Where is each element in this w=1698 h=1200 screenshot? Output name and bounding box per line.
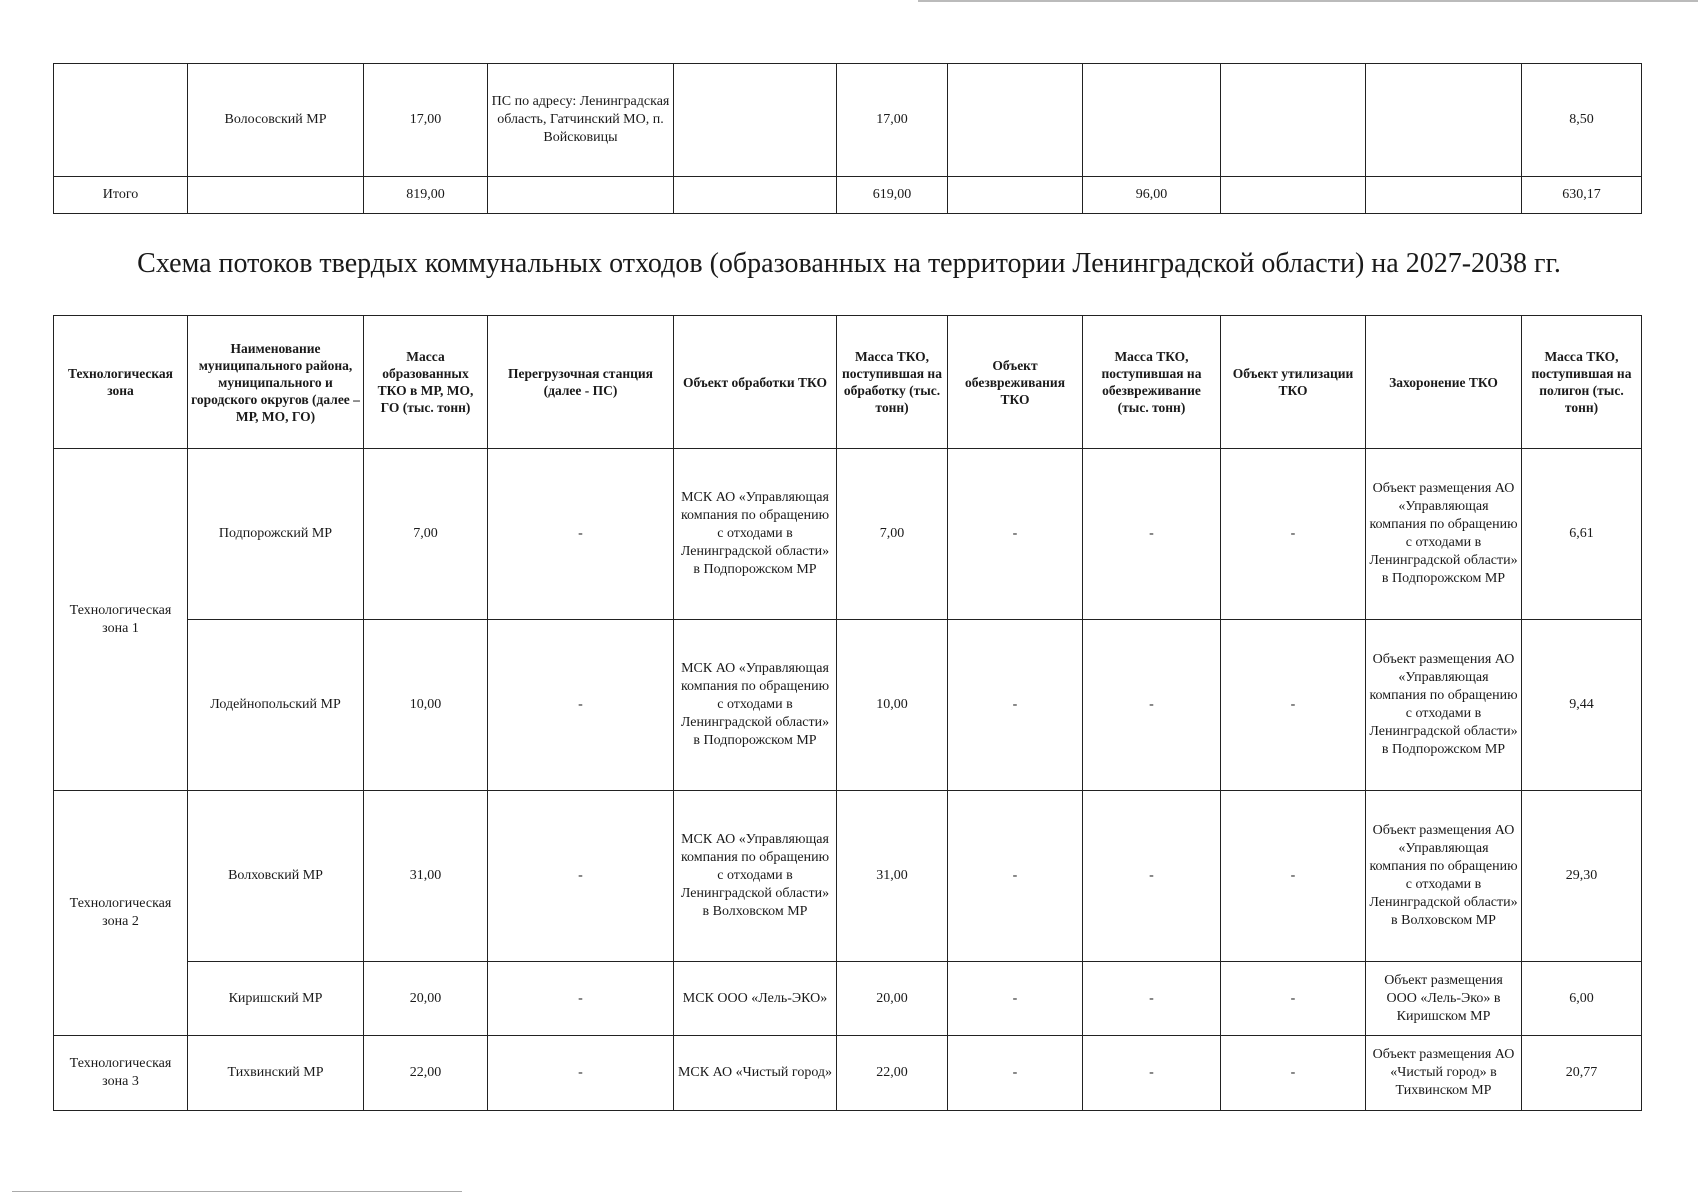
table-cell: Объект размещения АО «Чистый город» в Тихвинском МР: [1366, 1036, 1522, 1111]
table-cell: -: [1083, 1036, 1221, 1111]
table-cell: Объект размещения АО «Управляющая компания по обращению с отходами в Ленинградской области» в Подпорожском МР: [1366, 449, 1522, 620]
table-cell: -: [1083, 620, 1221, 791]
scan-artifact-bottom: [12, 1191, 462, 1192]
table-cell: 7,00: [837, 449, 948, 620]
table-cell: Объект размещения АО «Управляющая компания по обращению с отходами в Ленинградской области» в Подпорожском МР: [1366, 620, 1522, 791]
table-cell: 10,00: [364, 620, 488, 791]
continuation-table: [53, 63, 1642, 214]
table-cell: 20,77: [1522, 1036, 1642, 1111]
table-cell: Тихвинский МР: [188, 1036, 364, 1111]
table-cell: ПС по адресу: Ленинградская область, Гатчинский МО, п. Войсковицы: [488, 64, 674, 177]
table-cell: -: [1221, 449, 1366, 620]
table-cell: МСК АО «Управляющая компания по обращению с отходами в Ленинградской области» в Волховском МР: [674, 791, 837, 962]
table-cell: 9,44: [1522, 620, 1642, 791]
column-header: Объект обезвреживания ТКО: [948, 316, 1083, 449]
table-cell: [1366, 177, 1522, 214]
table-row: [54, 449, 1642, 620]
table-cell: 10,00: [837, 620, 948, 791]
table-cell: Волосовский МР: [188, 64, 364, 177]
table-cell: -: [1221, 620, 1366, 791]
table-cell: -: [948, 962, 1083, 1036]
table-cell: -: [948, 449, 1083, 620]
waste-flow-table: [53, 315, 1642, 1111]
column-header: Наименование муниципального района, муниципального и городского округов (далее – МР, МО, ГО): [188, 316, 364, 449]
table-cell: [948, 177, 1083, 214]
table-header-row: [54, 316, 1642, 449]
table-cell: 6,00: [1522, 962, 1642, 1036]
table-cell: [674, 64, 837, 177]
table-cell: -: [488, 791, 674, 962]
column-header: Объект обработки ТКО: [674, 316, 837, 449]
column-header: Захоронение ТКО: [1366, 316, 1522, 449]
table-row-total: [54, 177, 1642, 214]
table-cell: -: [1221, 791, 1366, 962]
table-cell: [674, 177, 837, 214]
table-cell: МСК АО «Чистый город»: [674, 1036, 837, 1111]
table-cell: 20,00: [837, 962, 948, 1036]
table-cell: -: [948, 791, 1083, 962]
table-cell: 819,00: [364, 177, 488, 214]
table-cell: [1221, 177, 1366, 214]
table-cell: -: [488, 1036, 674, 1111]
column-header: Масса образованных ТКО в МР, МО, ГО (тыс. тонн): [364, 316, 488, 449]
table-cell: -: [1083, 449, 1221, 620]
column-header: Масса ТКО, поступившая на обезвреживание (тыс. тонн): [1083, 316, 1221, 449]
zone-cell: Технологическая зона 2: [54, 791, 188, 1036]
table-cell: -: [488, 620, 674, 791]
table-cell: [488, 177, 674, 214]
table-cell: Подпорожский МР: [188, 449, 364, 620]
table-cell: Волховский МР: [188, 791, 364, 962]
column-header: Перегрузочная станция (далее - ПС): [488, 316, 674, 449]
table-cell: [1083, 64, 1221, 177]
column-header: Технологическая зона: [54, 316, 188, 449]
table-cell: 20,00: [364, 962, 488, 1036]
table-cell: Объект размещения ООО «Лель-Эко» в Киришском МР: [1366, 962, 1522, 1036]
table-cell: 31,00: [364, 791, 488, 962]
table-cell: 7,00: [364, 449, 488, 620]
table-cell: 96,00: [1083, 177, 1221, 214]
table-cell: Лодейнопольский МР: [188, 620, 364, 791]
table-cell: МСК АО «Управляющая компания по обращению с отходами в Ленинградской области» в Подпорожском МР: [674, 620, 837, 791]
table-cell: -: [1221, 962, 1366, 1036]
table-cell: 22,00: [837, 1036, 948, 1111]
table-cell: 6,61: [1522, 449, 1642, 620]
table-cell: [948, 64, 1083, 177]
table-cell: -: [488, 449, 674, 620]
table-cell: 8,50: [1522, 64, 1642, 177]
table-cell: -: [948, 1036, 1083, 1111]
table-cell: -: [488, 962, 674, 1036]
table-cell: 22,00: [364, 1036, 488, 1111]
table-cell: 31,00: [837, 791, 948, 962]
table-cell: МСК ООО «Лель-ЭКО»: [674, 962, 837, 1036]
table-row: [54, 620, 1642, 791]
table-cell: Итого: [54, 177, 188, 214]
table-cell: 17,00: [364, 64, 488, 177]
table-cell: [1366, 64, 1522, 177]
table-row: [54, 1036, 1642, 1111]
table-cell: [188, 177, 364, 214]
scan-artifact-top: [918, 0, 1698, 2]
column-header: Объект утилизации ТКО: [1221, 316, 1366, 449]
column-header: Масса ТКО, поступившая на полигон (тыс. тонн): [1522, 316, 1642, 449]
table-row: [54, 64, 1642, 177]
table-cell: -: [1221, 1036, 1366, 1111]
table-cell: -: [1083, 791, 1221, 962]
zone-cell: Технологическая зона 3: [54, 1036, 188, 1111]
table-cell: Объект размещения АО «Управляющая компания по обращению с отходами в Ленинградской области» в Волховском МР: [1366, 791, 1522, 962]
table-cell: 630,17: [1522, 177, 1642, 214]
table-cell: Киришский МР: [188, 962, 364, 1036]
table-cell: [54, 64, 188, 177]
table-row: [54, 791, 1642, 962]
table-cell: 29,30: [1522, 791, 1642, 962]
table-cell: -: [948, 620, 1083, 791]
column-header: Масса ТКО, поступившая на обработку (тыс. тонн): [837, 316, 948, 449]
table-cell: 619,00: [837, 177, 948, 214]
page-title: Схема потоков твердых коммунальных отходов (образованных на территории Ленинградской области) на 2027-2038 гг.: [137, 248, 1561, 279]
table-cell: [1221, 64, 1366, 177]
table-cell: 17,00: [837, 64, 948, 177]
table-cell: МСК АО «Управляющая компания по обращению с отходами в Ленинградской области» в Подпорожском МР: [674, 449, 837, 620]
table-cell: -: [1083, 962, 1221, 1036]
zone-cell: Технологическая зона 1: [54, 449, 188, 791]
table-row: [54, 962, 1642, 1036]
